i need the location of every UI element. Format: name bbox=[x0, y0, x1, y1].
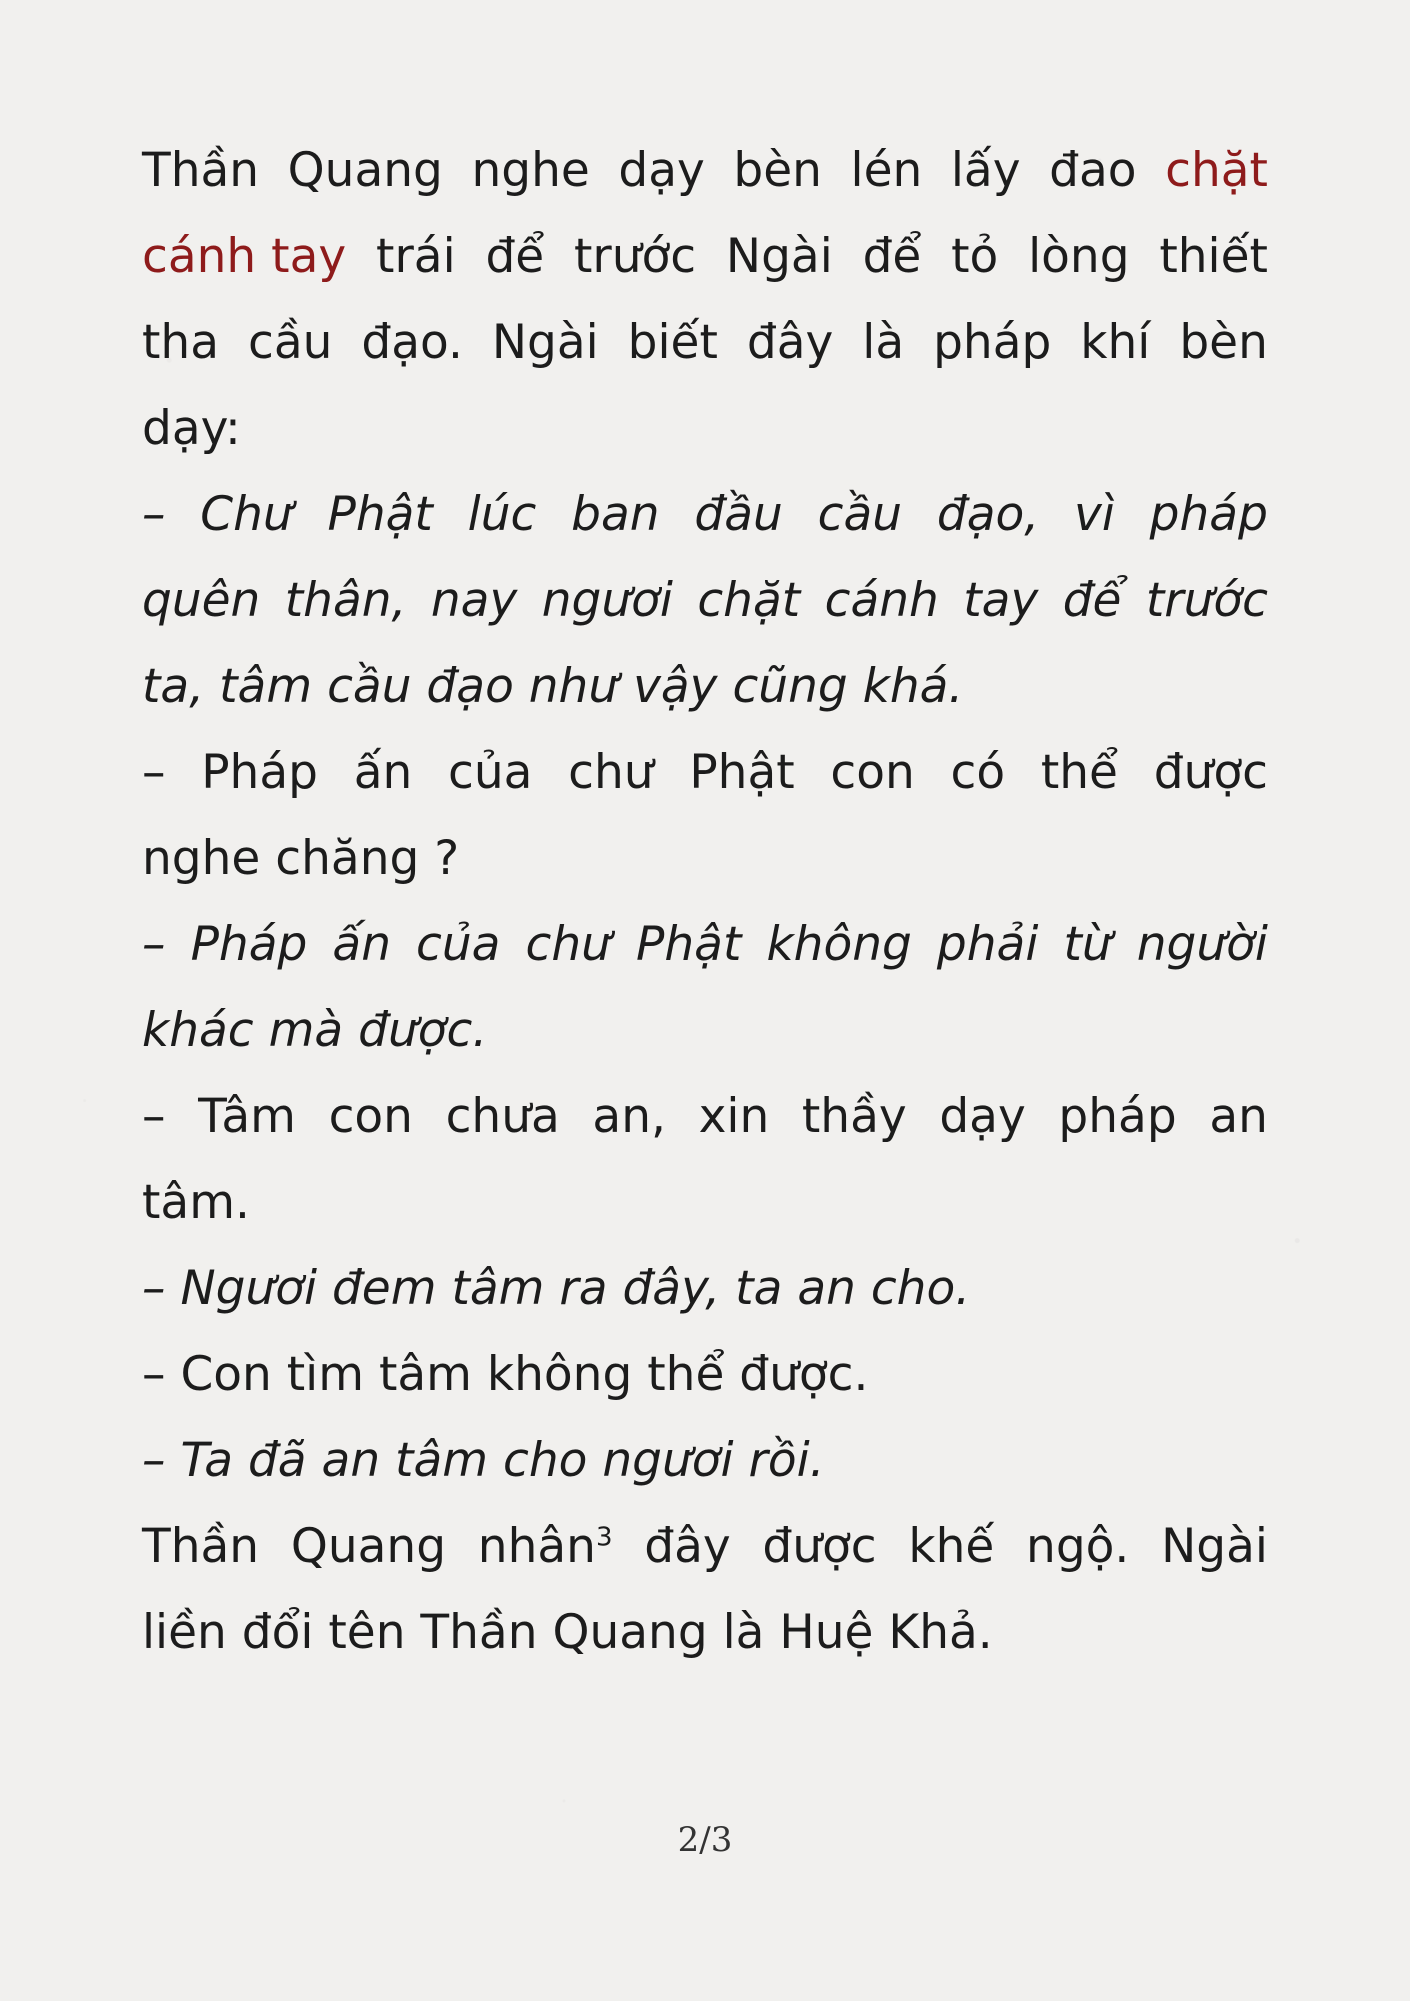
text-line: dạy: bbox=[142, 401, 241, 456]
dialogue-line-master: – Chư Phật lúc ban đầu cầu đạo, vì pháp bbox=[142, 487, 1268, 542]
dialogue-line-disciple: – Tâm con chưa an, xin thầy dạy pháp an bbox=[142, 1089, 1268, 1144]
dialogue-line-master: khác mà được. bbox=[142, 1003, 488, 1058]
dialogue-line-master: – Pháp ấn của chư Phật không phải từ người bbox=[142, 917, 1268, 972]
highlighted-phrase: chặt bbox=[1165, 143, 1268, 198]
dialogue-line-disciple: nghe chăng ? bbox=[142, 831, 460, 886]
text-line: tha cầu đạo. Ngài biết đây là pháp khí bèn bbox=[142, 315, 1268, 370]
text-line: Thần Quang nhân$^3$ đây được khế ngộ. Ngài bbox=[142, 1519, 1268, 1574]
text-line: Thần Quang nghe dạy bèn lén lấy đao chặt bbox=[142, 128, 1268, 214]
dialogue-line-master: – Ngươi đem tâm ra đây, ta an cho. bbox=[142, 1261, 971, 1316]
dialogue-line-disciple: – Con tìm tâm không thể được. bbox=[142, 1347, 869, 1402]
footnote-marker: 3 bbox=[595, 1522, 613, 1553]
dialogue-line-master: ta, tâm cầu đạo như vậy cũng khá. bbox=[142, 659, 964, 714]
body-text bbox=[142, 128, 1268, 1676]
dialogue-line-master: – Ta đã an tâm cho ngươi rồi. bbox=[142, 1433, 825, 1488]
highlighted-phrase: cánh tay bbox=[142, 229, 347, 284]
dialogue-line-disciple: tâm. bbox=[142, 1175, 250, 1230]
text-line: liền đổi tên Thần Quang là Huệ Khả. bbox=[142, 1605, 993, 1660]
text-line: cánh tay trái để trước Ngài để tỏ lòng thiết bbox=[142, 214, 1268, 300]
dialogue-line-master: quên thân, nay ngươi chặt cánh tay để trước bbox=[142, 573, 1268, 628]
page-number: 2/3 bbox=[677, 1820, 733, 1860]
dialogue-line-disciple: – Pháp ấn của chư Phật con có thể được bbox=[142, 745, 1268, 800]
